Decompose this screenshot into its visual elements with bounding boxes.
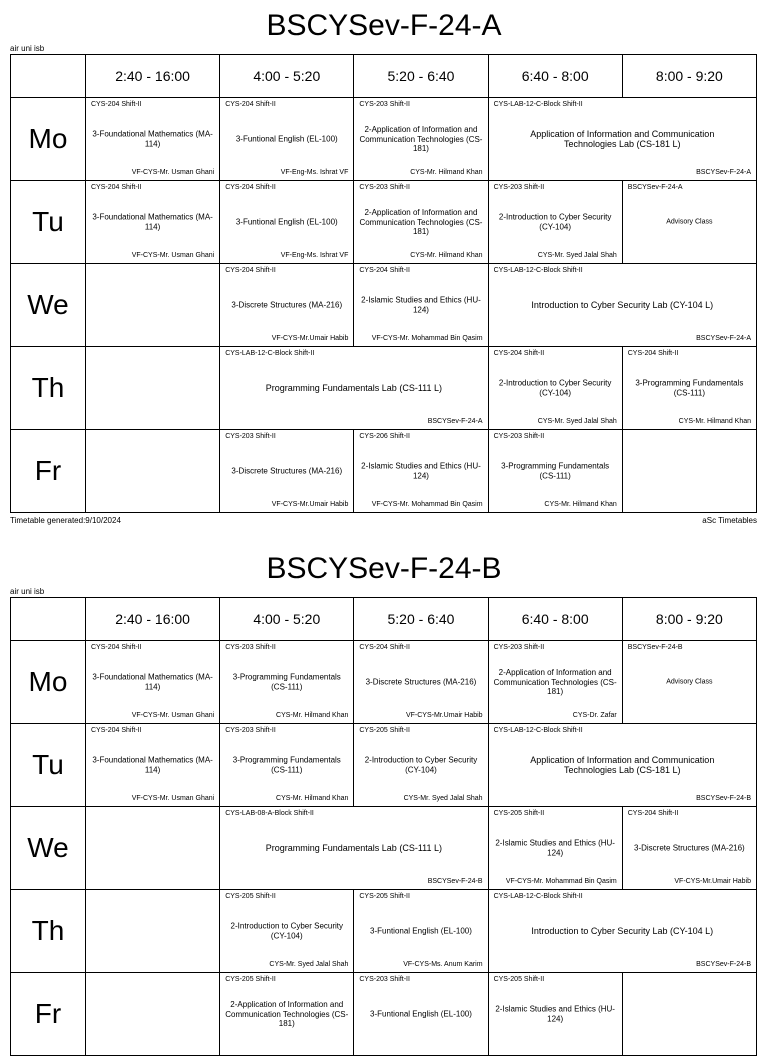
teacher-label: CYS-Mr. Hilmand Khan bbox=[678, 418, 751, 425]
corner-cell bbox=[11, 55, 86, 98]
course-label: 3-Discrete Structures (MA-216) bbox=[231, 300, 343, 310]
lesson-cell bbox=[220, 641, 354, 724]
lesson-cell bbox=[488, 430, 622, 513]
course-label: 2-Application of Information and Communication Technologies (CS-181) bbox=[493, 667, 617, 696]
footer-brand: aSc Timetables bbox=[702, 516, 757, 525]
course-label: Introduction to Cyber Security Lab (CY-104 L) bbox=[531, 300, 714, 310]
teacher-label: CYS-Mr. Hilmand Khan bbox=[276, 795, 349, 802]
period-header: 5:20 - 6:40 bbox=[354, 55, 488, 98]
period-header: 2:40 - 16:00 bbox=[86, 55, 220, 98]
day-row-we bbox=[11, 807, 757, 890]
room-label: CYS-204 Shift-II bbox=[627, 810, 679, 817]
room-label: BSCYSev-F-24-B bbox=[627, 644, 683, 651]
day-label: Tu bbox=[11, 181, 86, 264]
course-label: 3-Programming Fundamentals (CS-111) bbox=[635, 378, 744, 397]
lesson-cell bbox=[354, 724, 488, 807]
page-title: BSCYSev-F-24-B bbox=[266, 552, 502, 585]
period-header: 8:00 - 9:20 bbox=[622, 598, 756, 641]
page-title: BSCYSev-F-24-A bbox=[266, 9, 502, 42]
room-label: CYS-204 Shift-II bbox=[225, 267, 276, 274]
lesson-cell bbox=[622, 807, 756, 890]
room-label: CYS-203 Shift-II bbox=[359, 101, 410, 108]
teacher-label: VF-CYS-Mr. Mohammad Bin Qasim bbox=[371, 335, 483, 342]
header-row bbox=[11, 598, 757, 641]
lesson-cell bbox=[354, 973, 488, 1056]
day-label: Mo bbox=[11, 98, 86, 181]
lesson-cell bbox=[220, 807, 488, 890]
footer-generated: Timetable generated:9/10/2024 bbox=[10, 516, 121, 525]
course-label: 3-Discrete Structures (MA-216) bbox=[365, 677, 477, 687]
course-label: 3-Funtional English (EL-100) bbox=[235, 134, 338, 144]
room-label: CYS-LAB-12-C-Block Shift-II bbox=[493, 267, 583, 274]
room-label: CYS-203 Shift-II bbox=[493, 184, 545, 191]
teacher-label: BSCYSev-F-24-B bbox=[696, 961, 751, 968]
lesson-cell bbox=[488, 98, 756, 181]
room-label: CYS-204 Shift-II bbox=[91, 184, 142, 191]
course-label: Introduction to Cyber Security Lab (CY-104 L) bbox=[531, 926, 714, 936]
period-header: 6:40 - 8:00 bbox=[488, 55, 622, 98]
teacher-label: CYS-Mr. Syed Jalal Shah bbox=[269, 961, 349, 968]
lesson-cell bbox=[86, 98, 220, 181]
empty-cell bbox=[86, 264, 220, 347]
course-label: 3-Programming Fundamentals (CS-111) bbox=[232, 672, 341, 691]
course-label: 3-Discrete Structures (MA-216) bbox=[634, 843, 745, 853]
teacher-label: VF-CYS-Mr.Umair Habib bbox=[674, 878, 751, 885]
period-header: 5:20 - 6:40 bbox=[354, 598, 488, 641]
empty-cell bbox=[622, 430, 756, 513]
empty-cell bbox=[86, 807, 220, 890]
lesson-cell bbox=[354, 890, 488, 973]
lesson-cell bbox=[220, 347, 488, 430]
course-label: Advisory Class bbox=[666, 218, 713, 226]
course-label: 3-Programming Fundamentals (CS-111) bbox=[501, 461, 610, 480]
lesson-cell bbox=[488, 724, 756, 807]
teacher-label: VF-CYS-Mr.Umair Habib bbox=[405, 712, 483, 719]
room-label: CYS-LAB-12-C-Block Shift-II bbox=[225, 350, 315, 357]
teacher-label: CYS-Mr. Syed Jalal Shah bbox=[537, 418, 617, 425]
room-label: CYS-LAB-12-C-Block Shift-II bbox=[493, 727, 583, 734]
room-label: CYS-204 Shift-II bbox=[225, 101, 276, 108]
header-row bbox=[11, 55, 757, 98]
room-label: CYS-204 Shift-II bbox=[359, 267, 410, 274]
teacher-label: CYS-Mr. Hilmand Khan bbox=[410, 169, 483, 176]
lesson-cell bbox=[622, 347, 756, 430]
lesson-cell bbox=[488, 641, 622, 724]
lesson-cell bbox=[220, 430, 354, 513]
teacher-label: VF-Eng-Ms. Ishrat VF bbox=[280, 252, 349, 259]
teacher-label: BSCYSev-F-24-A bbox=[696, 335, 751, 342]
room-label: CYS-203 Shift-II bbox=[225, 644, 276, 651]
day-label: Mo bbox=[11, 641, 86, 724]
room-label: CYS-203 Shift-II bbox=[359, 184, 410, 191]
course-label: 2-Islamic Studies and Ethics (HU-124) bbox=[495, 1004, 615, 1023]
day-row-mo bbox=[11, 98, 757, 181]
lesson-cell bbox=[220, 264, 354, 347]
day-row-tu bbox=[11, 724, 757, 807]
corner-cell bbox=[11, 598, 86, 641]
room-label: CYS-205 Shift-II bbox=[359, 893, 410, 900]
room-label: CYS-203 Shift-II bbox=[225, 727, 276, 734]
day-label: Fr bbox=[11, 973, 86, 1056]
empty-cell bbox=[86, 973, 220, 1056]
course-label: 3-Discrete Structures (MA-216) bbox=[231, 466, 343, 476]
room-label: CYS-204 Shift-II bbox=[359, 644, 410, 651]
course-label: 2-Islamic Studies and Ethics (HU-124) bbox=[361, 461, 481, 480]
course-label: Programming Fundamentals Lab (CS-111 L) bbox=[265, 843, 442, 853]
course-label: 3-Foundational Mathematics (MA-114) bbox=[92, 755, 213, 774]
lesson-cell bbox=[220, 98, 354, 181]
course-label: Advisory Class bbox=[666, 678, 713, 686]
room-label: CYS-204 Shift-II bbox=[225, 184, 276, 191]
lesson-cell bbox=[220, 724, 354, 807]
course-label: 3-Funtional English (EL-100) bbox=[370, 926, 472, 936]
room-label: CYS-204 Shift-II bbox=[91, 644, 142, 651]
teacher-label: BSCYSev-F-24-A bbox=[696, 169, 751, 176]
course-label: 2-Introduction to Cyber Security (CY-104) bbox=[498, 378, 612, 397]
teacher-label: VF-CYS-Mr. Usman Ghani bbox=[131, 252, 215, 259]
room-label: CYS-205 Shift-II bbox=[225, 893, 276, 900]
room-label: CYS-203 Shift-II bbox=[493, 644, 545, 651]
period-header: 6:40 - 8:00 bbox=[488, 598, 622, 641]
teacher-label: CYS-Mr. Syed Jalal Shah bbox=[403, 795, 483, 802]
day-row-th bbox=[11, 347, 757, 430]
campus-label: air uni isb bbox=[10, 587, 45, 596]
room-label: CYS-204 Shift-II bbox=[91, 101, 142, 108]
room-label: CYS-LAB-08-A-Block Shift-II bbox=[225, 810, 314, 817]
lesson-cell bbox=[354, 430, 488, 513]
day-label: We bbox=[11, 807, 86, 890]
day-label: Fr bbox=[11, 430, 86, 513]
course-label: 2-Application of Information and Communication Technologies (CS-181) bbox=[359, 207, 483, 236]
course-label: 3-Funtional English (EL-100) bbox=[235, 217, 338, 227]
teacher-label: VF-CYS-Mr. Usman Ghani bbox=[131, 169, 215, 176]
teacher-label: VF-CYS-Mr. Mohammad Bin Qasim bbox=[371, 501, 483, 508]
course-label: 3-Funtional English (EL-100) bbox=[370, 1009, 472, 1019]
room-label: CYS-203 Shift-II bbox=[225, 433, 276, 440]
course-label: 3-Foundational Mathematics (MA-114) bbox=[92, 129, 213, 148]
lesson-cell bbox=[488, 181, 622, 264]
lesson-cell bbox=[354, 98, 488, 181]
teacher-label: CYS-Mr. Hilmand Khan bbox=[410, 252, 483, 259]
room-label: CYS-204 Shift-II bbox=[627, 350, 679, 357]
day-row-tu bbox=[11, 181, 757, 264]
day-row-mo bbox=[11, 641, 757, 724]
lesson-cell bbox=[488, 973, 622, 1056]
course-label: 2-Introduction to Cyber Security (CY-104) bbox=[364, 755, 478, 774]
period-header: 4:00 - 5:20 bbox=[220, 598, 354, 641]
course-label: 2-Application of Information and Communication Technologies (CS-181) bbox=[359, 124, 483, 153]
course-label: 3-Foundational Mathematics (MA-114) bbox=[92, 672, 213, 691]
course-label: 3-Programming Fundamentals (CS-111) bbox=[232, 755, 341, 774]
day-label: Tu bbox=[11, 724, 86, 807]
room-label: CYS-205 Shift-II bbox=[493, 976, 545, 983]
lesson-cell bbox=[220, 973, 354, 1056]
course-label: 2-Islamic Studies and Ethics (HU-124) bbox=[361, 295, 481, 314]
course-label: 2-Introduction to Cyber Security (CY-104) bbox=[230, 921, 344, 940]
empty-cell bbox=[86, 347, 220, 430]
teacher-label: CYS-Mr. Hilmand Khan bbox=[544, 501, 617, 508]
lesson-cell bbox=[488, 347, 622, 430]
teacher-label: VF-CYS-Mr.Umair Habib bbox=[271, 501, 349, 508]
room-label: CYS-205 Shift-II bbox=[359, 727, 410, 734]
timetable-grid bbox=[10, 597, 757, 1056]
course-label: 3-Foundational Mathematics (MA-114) bbox=[92, 212, 213, 231]
lesson-cell bbox=[354, 641, 488, 724]
lesson-cell bbox=[220, 890, 354, 973]
teacher-label: VF-CYS-Mr. Usman Ghani bbox=[131, 795, 215, 802]
empty-cell bbox=[622, 973, 756, 1056]
day-row-th bbox=[11, 890, 757, 973]
campus-label: air uni isb bbox=[10, 44, 45, 53]
course-label: 2-Introduction to Cyber Security (CY-104) bbox=[498, 212, 612, 231]
teacher-label: CYS-Dr. Zafar bbox=[572, 712, 617, 719]
course-label: 2-Application of Information and Communication Technologies (CS-181) bbox=[225, 999, 349, 1028]
room-label: BSCYSev-F-24-A bbox=[627, 184, 683, 191]
lesson-cell bbox=[86, 641, 220, 724]
period-header: 4:00 - 5:20 bbox=[220, 55, 354, 98]
lesson-cell bbox=[86, 181, 220, 264]
period-header: 2:40 - 16:00 bbox=[86, 598, 220, 641]
course-label: 2-Islamic Studies and Ethics (HU-124) bbox=[495, 838, 615, 857]
teacher-label: VF-CYS-Mr. Usman Ghani bbox=[131, 712, 215, 719]
teacher-label: BSCYSev-F-24-A bbox=[427, 418, 483, 425]
day-label: We bbox=[11, 264, 86, 347]
lesson-cell bbox=[488, 807, 622, 890]
teacher-label: CYS-Mr. Syed Jalal Shah bbox=[537, 252, 617, 259]
day-row-we bbox=[11, 264, 757, 347]
teacher-label: CYS-Mr. Hilmand Khan bbox=[276, 712, 349, 719]
lesson-cell bbox=[86, 724, 220, 807]
empty-cell bbox=[86, 890, 220, 973]
lesson-cell bbox=[354, 181, 488, 264]
lesson-cell bbox=[488, 264, 756, 347]
room-label: CYS-204 Shift-II bbox=[91, 727, 142, 734]
day-row-fr bbox=[11, 430, 757, 513]
course-label: Application of Information and Communication Technologies Lab (CS-181 L) bbox=[530, 129, 715, 149]
course-label: Application of Information and Communication Technologies Lab (CS-181 L) bbox=[530, 755, 715, 775]
lesson-cell bbox=[220, 181, 354, 264]
lesson-cell bbox=[622, 181, 756, 264]
room-label: CYS-203 Shift-II bbox=[493, 433, 545, 440]
room-label: CYS-LAB-12-C-Block Shift-II bbox=[493, 893, 583, 900]
teacher-label: VF-CYS-Mr. Mohammad Bin Qasim bbox=[505, 878, 617, 885]
day-row-fr bbox=[11, 973, 757, 1056]
empty-cell bbox=[86, 430, 220, 513]
room-label: CYS-205 Shift-II bbox=[493, 810, 545, 817]
day-label: Th bbox=[11, 347, 86, 430]
room-label: CYS-205 Shift-II bbox=[225, 976, 276, 983]
timetable-grid bbox=[10, 54, 757, 513]
lesson-cell bbox=[354, 264, 488, 347]
teacher-label: VF-Eng-Ms. Ishrat VF bbox=[280, 169, 349, 176]
period-header: 8:00 - 9:20 bbox=[622, 55, 756, 98]
room-label: CYS-204 Shift-II bbox=[493, 350, 545, 357]
room-label: CYS-LAB-12-C-Block Shift-II bbox=[493, 101, 583, 108]
lesson-cell bbox=[622, 641, 756, 724]
teacher-label: VF-CYS-Ms. Anum Karim bbox=[403, 961, 483, 968]
room-label: CYS-206 Shift-II bbox=[359, 433, 410, 440]
teacher-label: BSCYSev-F-24-B bbox=[427, 878, 483, 885]
teacher-label: VF-CYS-Mr.Umair Habib bbox=[271, 335, 349, 342]
lesson-cell bbox=[488, 890, 756, 973]
teacher-label: BSCYSev-F-24-B bbox=[696, 795, 751, 802]
day-label: Th bbox=[11, 890, 86, 973]
course-label: Programming Fundamentals Lab (CS-111 L) bbox=[265, 383, 442, 393]
room-label: CYS-203 Shift-II bbox=[359, 976, 410, 983]
